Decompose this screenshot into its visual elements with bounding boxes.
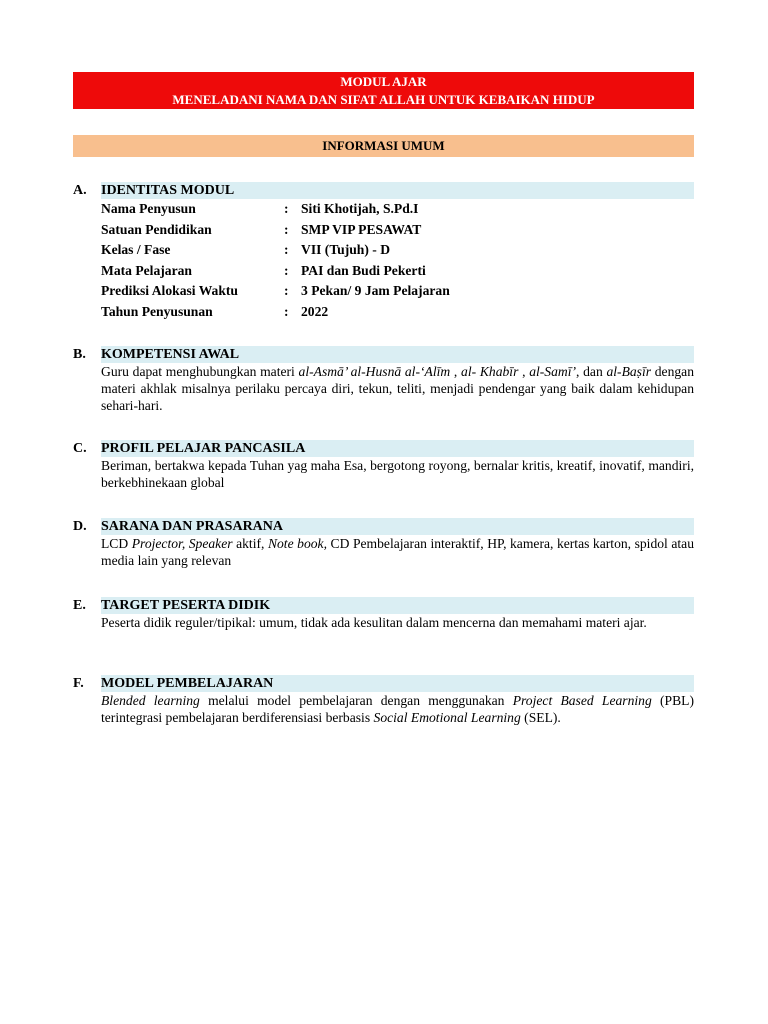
section-body: Beriman, bertakwa kepada Tuhan yag maha Esa, bergotong royong, bernalar kritis, kreatif, inovatif, mandiri, berkebhinekaan global — [101, 458, 694, 490]
section-title: KOMPETENSI AWAL — [101, 347, 240, 362]
identity-row-mata-pelajaran — [101, 261, 694, 282]
section-heading — [73, 440, 694, 457]
colon: : — [284, 242, 289, 258]
body-italic-term: Project Based Learning — [512, 693, 652, 708]
section-title: PROFIL PELAJAR PANCASILA — [101, 441, 306, 456]
identity-label: Satuan Pendidikan — [101, 221, 212, 237]
general-info-banner: INFORMASI UMUM — [73, 135, 694, 157]
identity-value: VII (Tujuh) - D — [301, 242, 391, 258]
body-text: , — [450, 364, 462, 379]
section-letter: F. — [73, 676, 84, 691]
body-text: , — [518, 364, 530, 379]
body-text: dengan materi akhlak misalnya perilaku percaya diri, tekun, teliti, menjadi pendengar yang baik dalam kehidupan sehari-hari. — [101, 364, 695, 413]
section-body: Peserta didik reguler/tipikal: umum, tidak ada kesulitan dalam mencerna dan memahami materi ajar. — [101, 615, 647, 630]
body-text: aktif, — [232, 536, 268, 551]
body-italic-term: al-Samī’ — [529, 364, 577, 379]
section-sarana-prasarana — [73, 518, 694, 569]
section-model-pembelajaran — [73, 675, 694, 726]
section-body — [101, 363, 694, 414]
identity-label: Prediksi Alokasi Waktu — [101, 283, 238, 299]
section-heading — [73, 182, 694, 199]
section-heading — [73, 346, 694, 363]
section-title: IDENTITAS MODUL — [101, 183, 235, 198]
colon: : — [284, 221, 289, 237]
module-title-line2: MENELADANI NAMA DAN SIFAT ALLAH UNTUK KEBAIKAN HIDUP — [172, 92, 595, 107]
body-italic-term: Projector, Speaker — [131, 536, 233, 551]
section-profil-pelajar-pancasila — [73, 440, 694, 491]
identity-value: PAI dan Budi Pekerti — [301, 262, 426, 278]
identity-row-tahun-penyusunan — [101, 302, 694, 323]
section-heading — [73, 675, 694, 692]
identity-value: SMP VIP PESAWAT — [301, 221, 422, 237]
identity-table — [101, 199, 694, 323]
section-title: MODEL PEMBELAJARAN — [101, 676, 274, 691]
section-target-peserta-didik — [73, 597, 694, 631]
body-italic-term: al-Asmā’ al-Husnā al-‘Alīm — [298, 364, 451, 379]
body-italic-term: al-Baṣīr — [606, 364, 652, 379]
colon: : — [284, 303, 289, 319]
section-body — [101, 535, 694, 569]
section-kompetensi-awal — [73, 346, 694, 414]
identity-label: Kelas / Fase — [101, 242, 171, 258]
section-letter: B. — [73, 347, 86, 362]
identity-value: Siti Khotijah, S.Pd.I — [301, 201, 419, 216]
colon: : — [284, 201, 289, 216]
section-body — [101, 692, 694, 726]
colon: : — [284, 262, 289, 278]
identity-label: Mata Pelajaran — [101, 262, 192, 278]
body-text: CD Pembelajaran interaktif, HP, kamera, kertas karton, spidol atau media lain yang relevan — [101, 536, 695, 568]
body-text: LCD — [101, 536, 132, 551]
identity-label: Tahun Penyusunan — [101, 303, 213, 319]
identity-label: Nama Penyusun — [101, 201, 196, 216]
module-title-banner — [73, 72, 694, 109]
body-italic-term: Note book, — [267, 536, 327, 551]
body-text: (PBL) terintegrasi pembelajaran berdiferensiasi berbasis — [101, 693, 694, 725]
section-letter: E. — [73, 598, 86, 613]
body-text: Guru dapat menghubungkan materi — [101, 364, 299, 379]
colon: : — [284, 283, 289, 299]
body-text: melalui model pembelajaran dengan menggunakan — [199, 693, 513, 708]
module-title-line1: MODUL AJAR — [340, 74, 427, 89]
section-heading — [73, 597, 694, 614]
body-italic-term: al- Khabīr — [461, 364, 519, 379]
section-title: SARANA DAN PRASARANA — [101, 519, 284, 534]
section-identitas-modul — [73, 182, 694, 323]
body-italic-term: Blended learning — [101, 693, 200, 708]
section-letter: C. — [73, 441, 87, 456]
identity-row-kelas-fase — [101, 240, 694, 261]
identity-row-alokasi-waktu — [101, 281, 694, 302]
identity-value: 3 Pekan/ 9 Jam Pelajaran — [301, 283, 450, 299]
body-text: (SEL). — [520, 710, 561, 725]
identity-row-nama-penyusun — [101, 199, 694, 220]
body-italic-term: Social Emotional Learning — [373, 710, 521, 725]
section-heading — [73, 518, 694, 535]
identity-row-satuan-pendidikan — [101, 220, 694, 241]
section-letter: A. — [73, 183, 87, 198]
identity-value: 2022 — [301, 303, 329, 319]
section-letter: D. — [73, 519, 87, 534]
section-title: TARGET PESERTA DIDIK — [101, 598, 271, 613]
body-text: , dan — [576, 364, 607, 379]
